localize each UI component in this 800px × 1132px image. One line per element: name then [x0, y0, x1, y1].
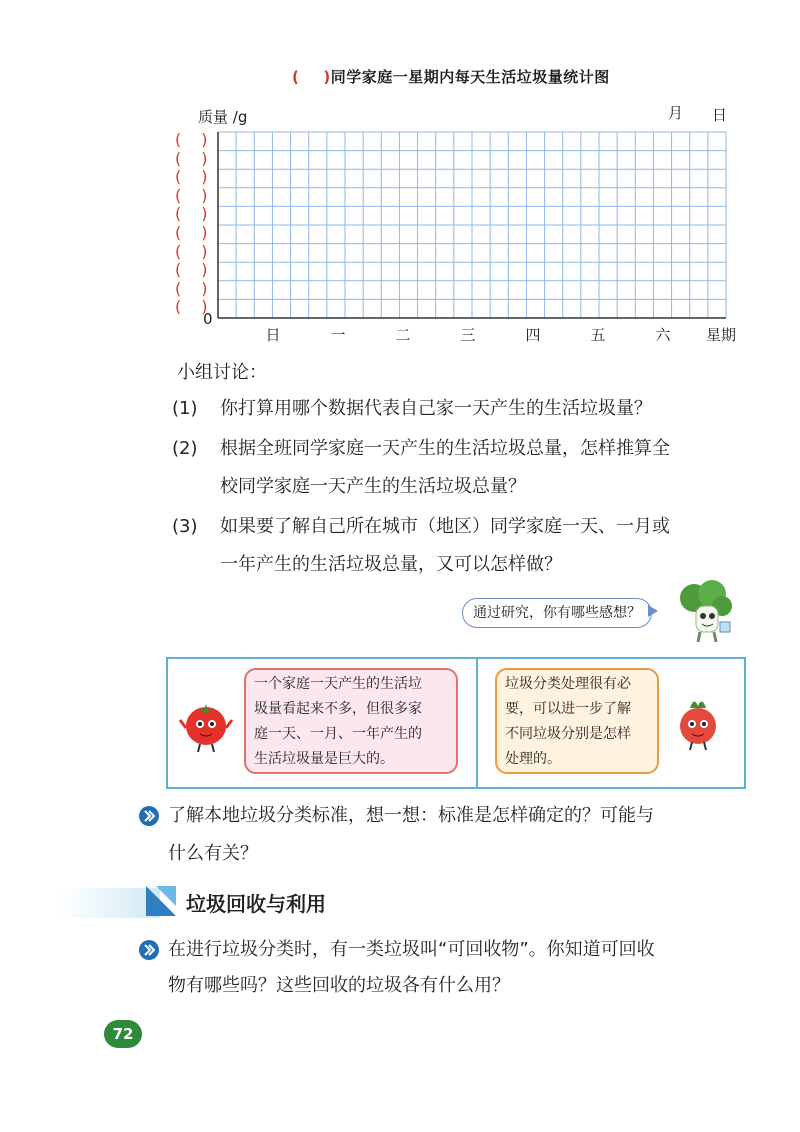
speech-right-line-3: 不同垃圾分别是怎样	[505, 726, 631, 742]
prompt-2-line-2: 物有哪些吗？这些回收的垃圾各有什么用？	[168, 975, 510, 996]
x-axis-label: 星期	[706, 326, 737, 344]
x-tick-label: 六	[655, 326, 671, 344]
speech-left-line-4: 生活垃圾量是巨大的。	[254, 751, 394, 767]
question-2-number: (2)	[172, 438, 198, 459]
x-tick-label: 五	[590, 326, 606, 344]
y-tick-blank: ( )	[175, 241, 208, 261]
y-tick-blank: ( )	[175, 167, 208, 187]
y-tick-blank: ( )	[175, 278, 208, 298]
x-tick-label: 三	[460, 326, 476, 344]
discussion-heading: 小组讨论：	[177, 362, 267, 383]
section-triangle-icon	[144, 884, 178, 918]
panel-divider	[476, 657, 478, 787]
speech-left-line-1: 一个家庭一天产生的生活垃	[254, 676, 422, 692]
x-tick-label: 二	[395, 326, 411, 344]
date-day-label: 日	[712, 106, 728, 124]
y-tick-blank: ( )	[175, 148, 208, 168]
radish-mascot-right-icon	[672, 694, 728, 752]
question-3-line-2: 一年产生的生活垃圾总量，又可以怎样做？	[220, 554, 562, 575]
question-2-line-1: 根据全班同学家庭一天产生的生活垃圾总量，怎样推算全	[220, 438, 670, 459]
chart-grid	[210, 128, 730, 324]
x-tick-label: 四	[525, 326, 541, 344]
x-tick-label: 一	[330, 326, 346, 344]
section-title: 垃圾回收与利用	[186, 892, 326, 916]
y-tick-blank: ( )	[175, 297, 208, 317]
title-blank-close: )	[323, 68, 331, 86]
y-tick-blank: ( )	[175, 223, 208, 242]
question-1-line-1: 你打算用哪个数据代表自己家一天产生的生活垃圾量？	[220, 398, 652, 419]
arrow-bullet-icon	[139, 806, 159, 826]
date-month-label: 月	[668, 104, 684, 122]
y-tick-blank: ( )	[175, 260, 208, 280]
y-axis-label: 质量 /g	[198, 108, 248, 126]
y-tick-blank: ( )	[175, 185, 208, 205]
page-number: 72	[104, 1020, 142, 1048]
title-text: 同学家庭一星期内每天生活垃圾量统计图	[330, 68, 610, 86]
speech-bubble-right	[495, 668, 659, 774]
chart-title	[292, 66, 610, 87]
speech-left-line-2: 圾量看起来不多，但很多家	[254, 701, 422, 717]
prompt-1-line-1: 了解本地垃圾分类标准，想一想：标准是怎样确定的？可能与	[168, 805, 654, 826]
title-blank-open: (	[292, 68, 300, 86]
question-3-line-1: 如果要了解自己所在城市（地区）同学家庭一天、一月或	[220, 516, 670, 537]
speech-right-line-2: 要，可以进一步了解	[505, 701, 631, 717]
prompt-2-line-1: 在进行垃圾分类时，有一类垃圾叫“可回收物”。你知道可回收	[168, 939, 655, 960]
x-tick-label: 日	[265, 326, 281, 344]
y-tick-blank: ( )	[175, 130, 208, 149]
prompt-1-line-2: 什么有关？	[168, 843, 258, 864]
question-3-number: (3)	[172, 516, 198, 537]
broccoli-mascot-icon	[672, 580, 736, 646]
speech-right-line-1: 垃圾分类处理很有必	[505, 676, 631, 692]
speech-right-line-4: 处理的。	[505, 751, 561, 767]
question-2-line-2: 校同学家庭一天产生的生活垃圾总量？	[220, 476, 526, 497]
bubble-tail	[648, 605, 658, 617]
y-tick-blank: ( )	[175, 204, 208, 224]
question-1-number: (1)	[172, 398, 198, 419]
speech-bubble-left	[244, 668, 458, 774]
speech-left-line-3: 庭一天、一月、一年产生的	[254, 726, 422, 742]
reflection-bubble: 通过研究，你有哪些感想？	[462, 598, 652, 628]
arrow-bullet-icon	[139, 940, 159, 960]
y-axis-zero: 0	[203, 310, 213, 328]
tomato-mascot-left-icon	[178, 694, 236, 754]
